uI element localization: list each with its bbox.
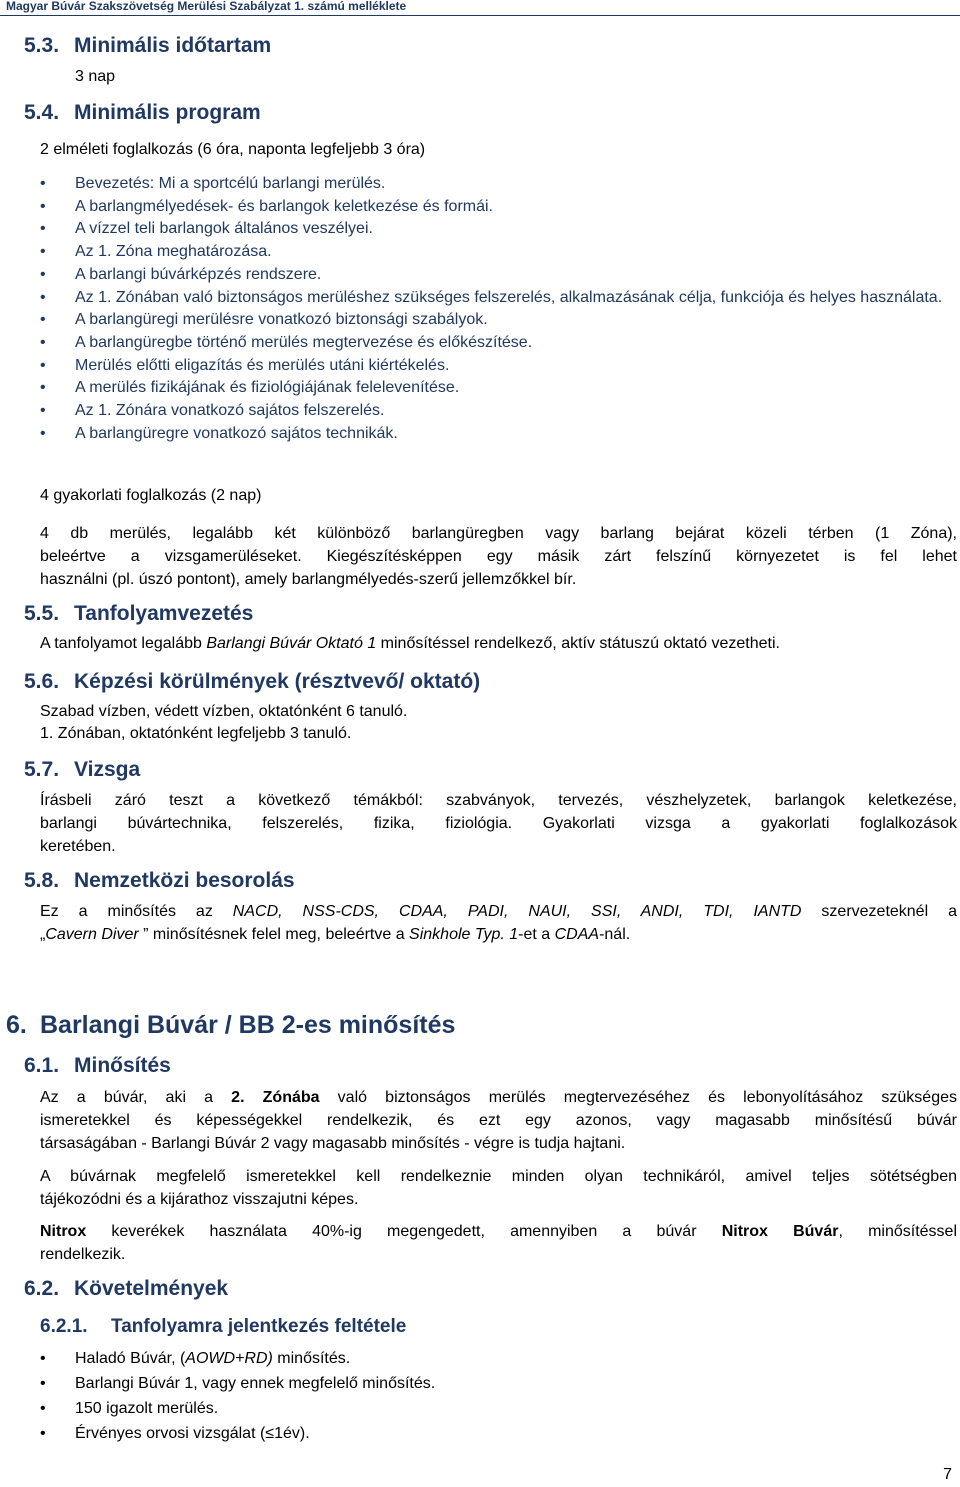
text-run: való biztonságos merülés megtervezéséhez és lebonyolításához szükséges [319, 1089, 957, 1106]
qualification-paragraph-2 [40, 1165, 957, 1211]
text-line: társaságában - Barlangi Búvár 2 vagy magasabb minősítés - végre is tudja hajtani. [40, 1135, 626, 1152]
heading-6-2-1 [40, 1316, 406, 1338]
section-title: Tanfolyamvezetés [74, 602, 254, 625]
section-title: Minimális időtartam [74, 34, 272, 57]
nitrox-label: Nitrox [40, 1223, 87, 1240]
section-title: Képzési körülmények (résztvevő/ oktató) [74, 670, 481, 693]
heading-5-3 [24, 34, 271, 58]
instructor-qualification: Barlangi Búvár Oktató 1 [206, 635, 377, 652]
qualification-paragraph-1 [40, 1086, 957, 1155]
section-title: Barlangi Búvár / BB 2-es minősítés [40, 1011, 456, 1039]
qualification-paragraph-3 [40, 1220, 957, 1266]
section-number: 5.8. [24, 869, 60, 892]
ratio-line-1: Szabad vízben, védett vízben, oktatónként 6 tanuló. [40, 703, 408, 720]
heading-5-4 [24, 101, 261, 125]
section-number: 5.7. [24, 758, 60, 781]
section-number: 5.4. [24, 101, 60, 124]
nitrox-diver-label: Nitrox Búvár [721, 1223, 839, 1240]
heading-6-1 [24, 1054, 171, 1078]
section-title: Minősítés [74, 1054, 171, 1077]
section-title: Minimális program [74, 101, 261, 124]
text-run: A tanfolyamot legalább [40, 635, 207, 652]
section-number: 5.3. [24, 34, 60, 57]
text-run: Ez a minősítés az [40, 903, 233, 920]
list-item: • 150 igazolt merülés. [40, 1396, 435, 1421]
page-header [0, 0, 960, 14]
list-item: • A barlangüregre vonatkozó sajátos technikák. [40, 423, 957, 446]
duration-value: 3 nap [75, 68, 116, 85]
text-run: minősítés. [272, 1350, 351, 1367]
org-name: CDAA [554, 926, 600, 943]
text-line: beleértve a vizsgamerüléseket. Kiegészítésképpen egy másik zárt felszínű környezetet is fel lehet [40, 548, 957, 565]
section-number: 6.2.1. [40, 1316, 88, 1337]
text-line: barlangi búvártechnika, felszerelés, fizika, fiziológia. Gyakorlati vizsga a gyakorlati foglalkozások [40, 815, 957, 832]
section-number: 5.5. [24, 602, 60, 625]
page-number: 7 [943, 1466, 952, 1483]
text-line: használni (pl. úszó pontont), amely barlangmélyedés-szerű jellemzőkkel bír. [40, 571, 577, 588]
classification-paragraph [40, 900, 957, 946]
text-line [40, 900, 957, 923]
heading-5-6 [24, 670, 480, 694]
exam-paragraph [40, 789, 957, 858]
text-line [40, 923, 957, 946]
practice-paragraph [40, 522, 957, 591]
text-run: minősítéssel rendelkező, aktív státuszú oktató vezetheti. [376, 635, 780, 652]
cert-name: Cavern Diver [45, 926, 144, 943]
list-item: • A barlangüregbe történő merülés megtervezése és előkészítése. [40, 332, 957, 355]
list-item: • Az 1. Zóna meghatározása. [40, 241, 957, 264]
heading-6 [6, 1011, 455, 1040]
text-run: keverékek használata 40%-ig megengedett, amennyiben a búvár [86, 1223, 722, 1240]
text-line: A búvárnak megfelelő ismeretekkel kell rendelkeznie minden olyan technikáról, amivel teljes sötétségben [40, 1168, 957, 1185]
text-line: 4 db merülés, legalább két különböző barlangüregben vagy barlang bejárat közeli térben (1 Zóna), [40, 525, 957, 542]
section-title: Nemzetközi besorolás [74, 869, 295, 892]
cert-name: Sinkhole Typ. 1 [409, 926, 519, 943]
list-item: • Az 1. Zónára vonatkozó sajátos felszerelés. [40, 400, 957, 423]
section-number: 6.2. [24, 1277, 60, 1300]
prerequisites-list [40, 1346, 435, 1446]
theory-heading: 2 elméleti foglalkozás (6 óra, naponta legfeljebb 3 óra) [40, 141, 426, 158]
section-number: 6. [6, 1011, 27, 1039]
list-item: • A merülés fizikájának és fiziológiájának felelevenítése. [40, 377, 957, 400]
heading-5-8 [24, 869, 295, 893]
text-run: , minősítéssel [838, 1223, 958, 1240]
ratio-line-2: 1. Zónában, oktatónként legfeljebb 3 tanuló. [40, 725, 352, 742]
text-line: keretében. [40, 838, 116, 855]
text-run: ” minősítésnek felel meg, beleértve a [143, 926, 410, 943]
section-number: 5.6. [24, 670, 60, 693]
section-number: 6.1. [24, 1054, 60, 1077]
text-run: szervezeteknél a [801, 903, 957, 920]
text-line [40, 1086, 957, 1109]
organizations-list: NACD, NSS-CDS, CDAA, PADI, NAUI, SSI, ANDI, TDI, IANTD [232, 903, 802, 920]
heading-5-5 [24, 602, 253, 626]
theory-topics-list [40, 173, 957, 445]
cert-code: AOWD+RD) [185, 1350, 273, 1367]
list-item: • Barlangi Búvár 1, vagy ennek megfelelő minősítés. [40, 1371, 435, 1396]
header-rule [0, 15, 960, 16]
list-item: • A barlangi búvárképzés rendszere. [40, 264, 957, 287]
list-item: • Az 1. Zónában való biztonságos merüléshez szükséges felszerelés, alkalmazásának célja, funkciója és helyes használata. [40, 287, 957, 310]
list-item [40, 1346, 435, 1371]
text-line [40, 1220, 957, 1243]
section-title: Vizsga [74, 758, 141, 781]
text-line: rendelkezik. [40, 1246, 126, 1263]
header-title: Magyar Búvár Szakszövetség Merülési Szabályzat 1. számú melléklete [6, 0, 407, 13]
list-item: • A barlangmélyedések- és barlangok keletkezése és formái. [40, 196, 957, 219]
zone-label: 2. Zónába [231, 1089, 320, 1106]
section-title: Tanfolyamra jelentkezés feltétele [111, 1316, 407, 1337]
text-line: Írásbeli záró teszt a következő témákból: szabványok, tervezés, vészhelyzetek, barlangok keletkezése, [40, 792, 957, 809]
course-leader-text [40, 635, 780, 653]
practice-heading: 4 gyakorlati foglalkozás (2 nap) [40, 487, 262, 504]
list-item: • A barlangüregi merülésre vonatkozó biztonsági szabályok. [40, 309, 957, 332]
list-item: • Merülés előtti eligazítás és merülés utáni kiértékelés. [40, 355, 957, 378]
text-line: tájékozódni és a kijárathoz visszajutni képes. [40, 1191, 359, 1208]
text-run: Az a búvár, aki a [40, 1089, 232, 1106]
list-item: • A vízzel teli barlangok általános veszélyei. [40, 218, 957, 241]
heading-5-7 [24, 758, 140, 782]
list-item: • Bevezetés: Mi a sportcélú barlangi merülés. [40, 173, 957, 196]
heading-6-2 [24, 1277, 228, 1301]
list-item: • Érvényes orvosi vizsgálat (≤1év). [40, 1421, 435, 1446]
text-run: „ [40, 926, 46, 943]
text-line: ismeretekkel és képességekkel rendelkezik, és ezt egy azonos, vagy magasabb minősítésű búvár [40, 1112, 957, 1129]
section-title: Követelmények [74, 1277, 229, 1300]
text-run: -nál. [599, 926, 631, 943]
text-run: Haladó Búvár, ( [75, 1350, 186, 1367]
text-run: -et a [518, 926, 555, 943]
